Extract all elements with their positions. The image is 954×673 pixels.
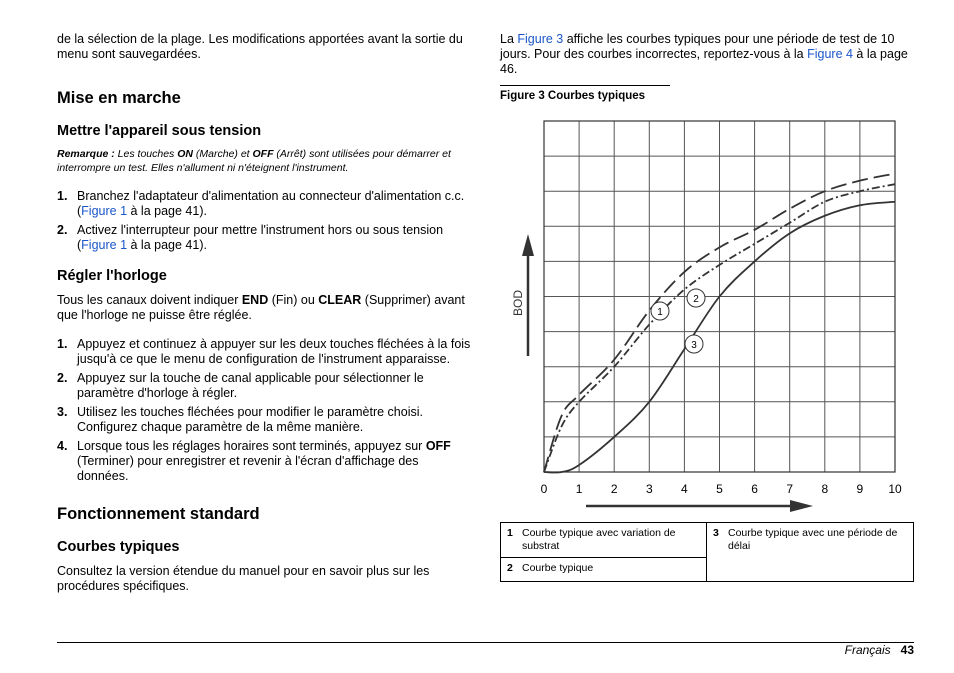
note-paragraph xyxy=(57,148,472,175)
list-item xyxy=(57,405,472,435)
chart-svg xyxy=(500,112,914,517)
list-item xyxy=(57,371,472,401)
legend-cell xyxy=(501,558,707,582)
bod-chart xyxy=(500,112,914,517)
step-number: 1. xyxy=(57,337,68,351)
horloge-paragraph xyxy=(57,293,472,323)
horloge-text: (Supprimer) avant que l'horloge ne puisse être réglée. xyxy=(57,293,465,322)
heading-courbes-typiques: Courbes typiques xyxy=(57,539,180,555)
figure-1-link[interactable]: Figure 1 xyxy=(81,238,128,252)
step-text: Appuyez et continuez à appuyer sur les deux touches fléchées à la fois jusqu'à ce que le menu de configuration de l'instrument apparaisse. xyxy=(77,337,471,366)
step-text: Activez l'interrupteur pour mettre l'instrument hors ou sous tension ( xyxy=(77,223,444,252)
horloge-text: (Fin) ou xyxy=(268,293,319,307)
page-footer xyxy=(845,643,914,657)
heading-fonctionnement-standard: Fonctionnement standard xyxy=(57,505,260,523)
right-column xyxy=(500,32,914,102)
intro-text: affiche les courbes typiques pour une période de test de 10 jours. Pour des courbes incorrectes, reportez-vous à la xyxy=(500,32,895,61)
series-marker-label: 2 xyxy=(693,294,699,305)
legend-number: 2 xyxy=(507,562,513,574)
step-text: à la page 41). xyxy=(127,204,207,218)
figure-4-link[interactable]: Figure 4 xyxy=(807,47,853,61)
figure-1-link[interactable]: Figure 1 xyxy=(81,204,128,218)
intro-text: à la page 46. xyxy=(500,47,908,76)
x-tick-label: 5 xyxy=(716,482,723,496)
step-number: 2. xyxy=(57,223,68,237)
heading-mettre-sous-tension: Mettre l'appareil sous tension xyxy=(57,123,262,139)
figure-3-link[interactable]: Figure 3 xyxy=(517,32,564,46)
figure-caption: Figure 3 Courbes typiques xyxy=(500,90,646,102)
step-text: Branchez l'adaptateur d'alimentation au connecteur d'alimentation c.c. ( xyxy=(77,189,465,218)
y-arrow-head xyxy=(522,234,534,256)
x-tick-label: 7 xyxy=(786,482,794,496)
list-item xyxy=(57,337,472,367)
figure-legend-table xyxy=(500,522,914,582)
step-text: (Terminer) pour enregistrer et revenir à l'écran d'affichage des données. xyxy=(77,454,419,483)
intro-paragraph: de la sélection de la plage. Les modifications apportées avant la sortie du menu sont sauvegardées. xyxy=(57,32,463,61)
table-row xyxy=(501,523,914,558)
step-number: 1. xyxy=(57,189,68,203)
x-tick-label: 0 xyxy=(540,482,548,496)
step-number: 4. xyxy=(57,439,68,453)
note-text: Les touches xyxy=(114,148,178,160)
x-tick-label: 2 xyxy=(610,482,618,496)
list-item xyxy=(57,223,472,253)
power-steps-list xyxy=(57,189,472,253)
step-number: 3. xyxy=(57,405,68,419)
note-off-key: OFF xyxy=(252,148,274,160)
heading-regler-horloge: Régler l'horloge xyxy=(57,268,167,284)
clock-steps-list xyxy=(57,337,472,484)
list-item xyxy=(57,189,472,219)
figure-rule xyxy=(500,85,670,86)
footer-language: Français xyxy=(844,643,891,657)
end-key: END xyxy=(241,293,269,307)
series-marker-label: 1 xyxy=(657,307,663,318)
figure-intro-paragraph xyxy=(500,32,914,77)
step-text: Appuyez sur la touche de canal applicable pour sélectionner le paramètre d'horloge à régler. xyxy=(77,371,424,400)
intro-text: La xyxy=(500,32,518,46)
step-text: à la page 41). xyxy=(127,238,207,252)
list-item xyxy=(57,439,472,484)
x-tick-label: 6 xyxy=(751,482,758,496)
legend-text: Courbe typique xyxy=(522,562,594,574)
step-text: Lorsque tous les réglages horaires sont terminés, appuyez sur xyxy=(77,439,426,453)
note-text: (Marche) et xyxy=(192,148,253,160)
courbes-paragraph: Consultez la version étendue du manuel pour en savoir plus sur les procédures spécifiques. xyxy=(57,564,430,593)
note-on-key: ON xyxy=(177,148,193,160)
step-number: 2. xyxy=(57,371,68,385)
legend-number: 3 xyxy=(713,527,719,539)
legend-text: Courbe typique avec variation de substrat xyxy=(522,527,676,552)
left-column xyxy=(57,32,472,594)
note-text: (Arrêt) sont utilisées pour démarrer et interrompre un test. Elles n'allument ni n'éteignent l'instrument. xyxy=(57,148,451,174)
legend-text: Courbe typique avec une période de délai xyxy=(728,527,898,552)
x-tick-label: 1 xyxy=(575,482,583,496)
legend-cell xyxy=(707,523,914,582)
step-text: Utilisez les touches fléchées pour modifier le paramètre choisi. Configurez chaque paramètre de la même manière. xyxy=(77,405,423,434)
footer-rule xyxy=(57,642,914,643)
horloge-text: Tous les canaux doivent indiquer xyxy=(57,293,242,307)
legend-cell xyxy=(501,523,707,558)
y-axis-label: BOD xyxy=(511,289,525,317)
legend-number: 1 xyxy=(507,527,513,539)
x-tick-label: 9 xyxy=(856,482,864,496)
note-label: Remarque : xyxy=(57,148,115,160)
x-arrow-head xyxy=(790,500,813,512)
clear-key: CLEAR xyxy=(318,293,362,307)
series-marker-label: 3 xyxy=(691,340,697,351)
page-number: 43 xyxy=(900,643,914,657)
x-tick-label: 4 xyxy=(681,482,688,496)
x-tick-label: 10 xyxy=(888,482,902,496)
x-tick-label: 3 xyxy=(645,482,653,496)
off-key: OFF xyxy=(425,439,451,453)
x-tick-label: 8 xyxy=(821,482,829,496)
heading-mise-en-marche: Mise en marche xyxy=(57,89,181,107)
